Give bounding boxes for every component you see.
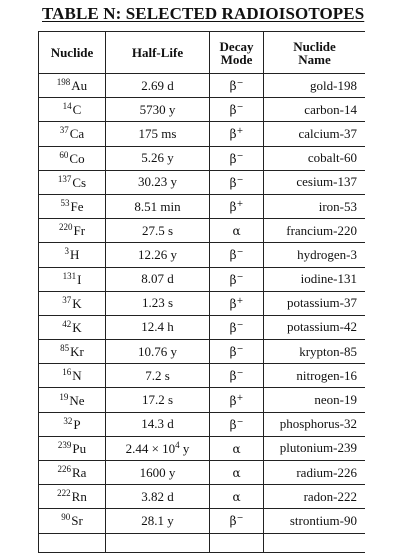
table-row <box>39 461 366 485</box>
mass-number: 90 <box>61 512 71 523</box>
nuclide-name-cell <box>264 146 366 170</box>
nuclide-name: neon-19 <box>314 392 357 408</box>
nuclide-name-cell <box>264 412 366 436</box>
mass-number: 53 <box>60 198 70 209</box>
cropped-cell <box>210 533 264 552</box>
decay-mode-cell <box>210 291 264 315</box>
mass-number: 14 <box>62 101 72 112</box>
table-row <box>39 315 366 339</box>
half-life-cell <box>106 364 210 388</box>
half-life-cell <box>106 122 210 146</box>
half-life-cell <box>106 170 210 194</box>
half-life-value: 17.2 s <box>141 392 174 408</box>
cropped-cell <box>264 533 366 552</box>
element-symbol: K <box>72 319 82 335</box>
nuclide-name-cell <box>264 170 366 194</box>
table-title: TABLE N: SELECTED RADIOISOTOPES <box>42 4 365 23</box>
nuclide-cell <box>39 291 106 315</box>
table-row <box>39 485 366 509</box>
decay-mode-cell <box>210 170 264 194</box>
element-symbol: Au <box>71 78 88 94</box>
nuclide-cell <box>39 194 106 218</box>
decay-mode-cell <box>210 436 264 460</box>
decay-mode-symbol: β <box>229 151 237 166</box>
mass-number: 226 <box>57 464 72 475</box>
element-symbol: Kr <box>70 344 84 360</box>
decay-mode-cell <box>210 340 264 364</box>
nuclide-cell <box>39 436 106 460</box>
half-life-cell <box>106 412 210 436</box>
table-row <box>39 74 366 98</box>
radioisotope-table <box>38 31 365 553</box>
half-life-cell <box>106 194 210 218</box>
header-name-line2: Name <box>298 51 331 67</box>
header-decay-mode-line2: Mode <box>220 51 253 67</box>
decay-mode-charge: − <box>236 271 244 281</box>
nuclide-cell <box>39 315 106 339</box>
element-symbol: H <box>70 247 80 263</box>
decay-mode-charge: − <box>236 368 244 378</box>
table-row <box>39 194 366 218</box>
table-body <box>39 74 366 553</box>
table-row <box>39 291 366 315</box>
table-row <box>39 267 366 291</box>
decay-mode-cell <box>210 267 264 291</box>
nuclide-cell <box>39 219 106 243</box>
decay-mode-charge: − <box>236 319 244 329</box>
decay-mode-cell <box>210 509 264 533</box>
nuclide-name-cell <box>264 436 366 460</box>
decay-mode-cell <box>210 98 264 122</box>
mass-number: 37 <box>59 125 69 136</box>
table-row <box>39 98 366 122</box>
half-life-value: 3.82 d <box>141 488 174 504</box>
half-life-value: 175 ms <box>138 125 177 141</box>
decay-mode-symbol: α <box>232 490 241 505</box>
nuclide-cell <box>39 170 106 194</box>
decay-mode-charge: − <box>236 344 244 354</box>
nuclide-cell <box>39 74 106 98</box>
nuclide-name: hydrogen-3 <box>297 246 357 262</box>
half-life-cell <box>106 74 210 98</box>
mass-number: 60 <box>59 149 69 160</box>
half-life-cell <box>106 388 210 412</box>
half-life-cell <box>106 436 210 460</box>
decay-mode-symbol: β <box>229 200 237 215</box>
header-nuclide <box>39 32 106 74</box>
decay-mode-symbol: α <box>232 441 241 456</box>
half-life-cell <box>106 243 210 267</box>
nuclide-name: calcium-37 <box>298 125 357 141</box>
decay-mode-symbol: β <box>229 248 237 263</box>
table-row <box>39 509 366 533</box>
element-symbol: Pu <box>72 440 87 456</box>
header-nuclide-label: Nuclide <box>50 45 94 60</box>
table-row <box>39 436 366 460</box>
element-symbol: Co <box>69 150 85 166</box>
mass-number: 32 <box>63 415 73 426</box>
mass-number: 131 <box>62 270 77 281</box>
half-life-value: 12.4 h <box>141 319 174 335</box>
half-life-value: 30.23 y <box>138 174 177 190</box>
nuclide-name-cell <box>264 74 366 98</box>
decay-mode-symbol: β <box>229 320 237 335</box>
header-half-life-label: Half-Life <box>131 45 184 60</box>
nuclide-name-cell <box>264 243 366 267</box>
nuclide-cell <box>39 243 106 267</box>
element-symbol: Ne <box>69 392 85 408</box>
decay-mode-cell <box>210 364 264 388</box>
decay-mode-symbol: β <box>229 127 237 142</box>
decay-mode-charge: − <box>236 102 244 112</box>
nuclide-name-cell <box>264 509 366 533</box>
decay-mode-symbol: β <box>229 393 237 408</box>
nuclide-name: francium-220 <box>286 222 357 238</box>
table-row <box>39 146 366 170</box>
decay-mode-charge: − <box>236 150 244 160</box>
half-life-value: 2.44 × 10 <box>125 440 176 456</box>
nuclide-name: strontium-90 <box>289 512 357 528</box>
element-symbol: Cs <box>72 174 87 190</box>
table-row <box>39 412 366 436</box>
nuclide-name: phosphorus-32 <box>279 416 357 432</box>
nuclide-name: radon-222 <box>303 488 357 504</box>
half-life-cell <box>106 291 210 315</box>
header-half-life <box>106 32 210 74</box>
decay-mode-symbol: β <box>229 345 237 360</box>
header-row <box>39 32 366 74</box>
element-symbol: N <box>72 368 82 384</box>
nuclide-name-cell <box>264 194 366 218</box>
element-symbol: K <box>72 295 82 311</box>
nuclide-name-cell <box>264 485 366 509</box>
nuclide-cell <box>39 98 106 122</box>
half-life-value: 5730 y <box>139 101 176 117</box>
table-row <box>39 340 366 364</box>
nuclide-name: iodine-131 <box>300 271 357 287</box>
decay-mode-charge: + <box>236 295 244 305</box>
header-decay-mode-line1: Decay <box>219 38 254 54</box>
decay-mode-charge: + <box>236 126 244 136</box>
nuclide-cell <box>39 364 106 388</box>
half-life-value: 8.51 min <box>134 198 181 214</box>
decay-mode-cell <box>210 194 264 218</box>
nuclide-name-cell <box>264 219 366 243</box>
cropped-cell <box>39 533 106 552</box>
nuclide-name: cesium-137 <box>296 174 357 190</box>
table-row <box>39 219 366 243</box>
decay-mode-cell <box>210 461 264 485</box>
element-symbol: I <box>77 271 82 287</box>
decay-mode-charge: − <box>236 416 244 426</box>
decay-mode-symbol: β <box>229 514 237 529</box>
nuclide-name: nitrogen-16 <box>296 367 357 383</box>
decay-mode-symbol: β <box>229 103 237 118</box>
decay-mode-symbol: β <box>229 296 237 311</box>
nuclide-cell <box>39 122 106 146</box>
decay-mode-symbol: β <box>229 175 237 190</box>
decay-mode-symbol: β <box>229 79 237 94</box>
nuclide-cell <box>39 461 106 485</box>
table-row-cropped <box>39 533 366 552</box>
mass-number: 220 <box>58 222 73 233</box>
nuclide-name: carbon-14 <box>304 101 357 117</box>
half-life-value: 14.3 d <box>141 416 174 432</box>
header-nuclide-name <box>264 32 366 74</box>
radioisotope-table-container <box>38 31 365 560</box>
nuclide-cell <box>39 388 106 412</box>
decay-mode-cell <box>210 146 264 170</box>
half-life-cell <box>106 267 210 291</box>
decay-mode-charge: + <box>236 199 244 209</box>
nuclide-name-cell <box>264 122 366 146</box>
mass-number: 85 <box>60 343 70 354</box>
nuclide-name: krypton-85 <box>299 343 357 359</box>
decay-mode-charge: − <box>236 174 244 184</box>
nuclide-name-cell <box>264 388 366 412</box>
nuclide-name-cell <box>264 461 366 485</box>
decay-mode-symbol: β <box>229 369 237 384</box>
half-life-cell <box>106 98 210 122</box>
half-life-cell <box>106 315 210 339</box>
half-life-value: 7.2 s <box>145 367 170 383</box>
nuclide-name: plutonium-239 <box>279 440 357 456</box>
mass-number: 19 <box>59 391 69 402</box>
element-symbol: Rn <box>71 489 87 505</box>
decay-mode-symbol: β <box>229 272 237 287</box>
nuclide-cell <box>39 412 106 436</box>
decay-mode-charge: − <box>236 78 244 88</box>
half-life-cell <box>106 461 210 485</box>
half-life-value: 28.1 y <box>141 512 174 528</box>
element-symbol: Ca <box>69 126 85 142</box>
decay-mode-cell <box>210 388 264 412</box>
nuclide-name-cell <box>264 364 366 388</box>
nuclide-cell <box>39 340 106 364</box>
decay-mode-charge: − <box>236 247 244 257</box>
nuclide-cell <box>39 146 106 170</box>
nuclide-cell <box>39 509 106 533</box>
nuclide-name: gold-198 <box>310 77 357 93</box>
decay-mode-cell <box>210 485 264 509</box>
half-life-value: 27.5 s <box>141 222 174 238</box>
half-life-value: 10.76 y <box>138 343 177 359</box>
mass-number: 37 <box>62 294 72 305</box>
decay-mode-symbol: α <box>232 224 241 239</box>
half-life-unit: y <box>179 440 190 456</box>
nuclide-name-cell <box>264 98 366 122</box>
element-symbol: P <box>73 416 81 432</box>
table-row <box>39 364 366 388</box>
header-name-line1: Nuclide <box>293 38 336 54</box>
half-life-value: 12.26 y <box>138 246 177 262</box>
decay-mode-cell <box>210 243 264 267</box>
nuclide-name-cell <box>264 340 366 364</box>
half-life-cell <box>106 146 210 170</box>
decay-mode-cell <box>210 219 264 243</box>
half-life-cell <box>106 509 210 533</box>
element-symbol: Fe <box>70 199 84 215</box>
nuclide-name-cell <box>264 267 366 291</box>
half-life-value: 1.23 s <box>141 295 174 311</box>
half-life-cell <box>106 340 210 364</box>
element-symbol: Fr <box>73 223 86 239</box>
half-life-value: 1600 y <box>139 464 176 480</box>
nuclide-name: radium-226 <box>296 464 357 480</box>
element-symbol: Sr <box>71 513 83 529</box>
decay-mode-cell <box>210 74 264 98</box>
mass-number: 198 <box>56 77 71 88</box>
mass-number: 16 <box>62 367 72 378</box>
nuclide-name: cobalt-60 <box>307 150 357 166</box>
mass-number: 42 <box>62 318 72 329</box>
nuclide-name: potassium-42 <box>286 319 357 335</box>
decay-mode-symbol: α <box>232 466 241 481</box>
half-life-exponent: 4 <box>175 439 180 450</box>
mass-number: 137 <box>57 173 72 184</box>
decay-mode-cell <box>210 315 264 339</box>
table-row <box>39 243 366 267</box>
mass-number: 222 <box>57 488 71 499</box>
nuclide-cell <box>39 485 106 509</box>
half-life-value: 8.07 d <box>141 271 174 287</box>
decay-mode-charge: − <box>236 513 244 523</box>
table-row <box>39 170 366 194</box>
decay-mode-cell <box>210 122 264 146</box>
decay-mode-charge: + <box>236 392 244 402</box>
half-life-value: 5.26 y <box>141 150 174 166</box>
nuclide-name-cell <box>264 291 366 315</box>
nuclide-name: iron-53 <box>318 198 357 214</box>
decay-mode-symbol: β <box>229 417 237 432</box>
cropped-cell <box>106 533 210 552</box>
table-row <box>39 122 366 146</box>
half-life-value: 2.69 d <box>141 77 174 93</box>
mass-number: 3 <box>64 246 70 257</box>
table-row <box>39 388 366 412</box>
nuclide-name-cell <box>264 315 366 339</box>
element-symbol: Ra <box>72 465 87 481</box>
header-decay-mode <box>210 32 264 74</box>
element-symbol: C <box>72 102 82 118</box>
decay-mode-cell <box>210 412 264 436</box>
half-life-cell <box>106 485 210 509</box>
nuclide-cell <box>39 267 106 291</box>
half-life-cell <box>106 219 210 243</box>
mass-number: 239 <box>57 439 72 450</box>
nuclide-name: potassium-37 <box>286 295 357 311</box>
